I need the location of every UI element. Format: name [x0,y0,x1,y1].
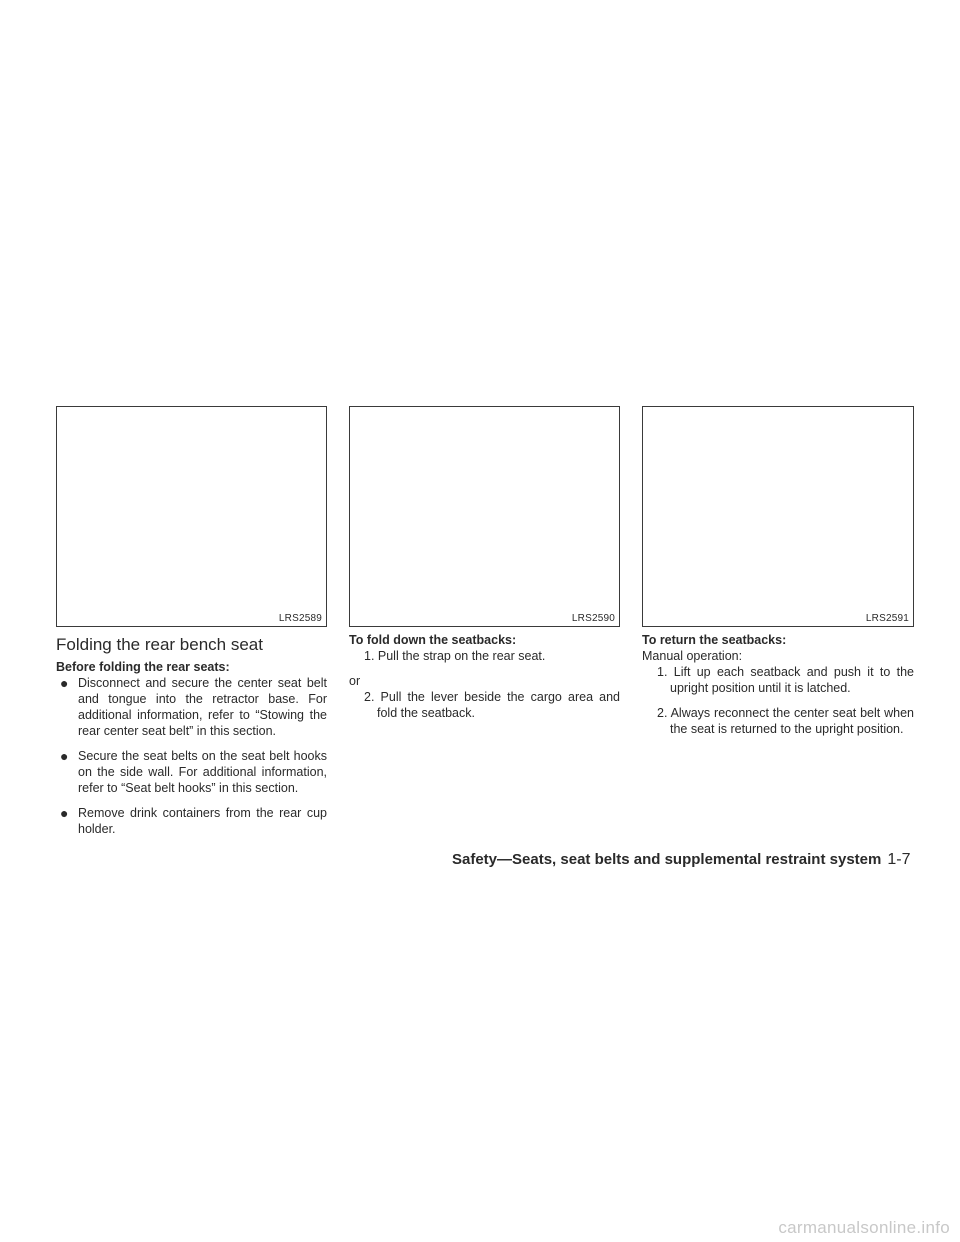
list-item: ● Disconnect and secure the center seat belt and tongue into the retractor base. For additional information, refer to “Stowing the rear center seat belt” in this section. [60,675,327,738]
column-left [56,634,327,846]
page-footer [452,851,914,869]
step-item: 2. Always reconnect the center seat belt when the seat is returned to the upright position. [657,706,914,736]
step-list [349,648,620,664]
manual-operation-label: Manual operation: [642,649,743,663]
watermark: carmanualsonline.info [778,1218,950,1237]
or-text: or [349,674,361,688]
bullet-list [56,675,327,837]
figure-1 [56,406,327,627]
figure-3 [642,406,914,627]
subheading-return: To return the seatbacks: [642,633,787,647]
section-heading: Folding the rear bench seat [56,635,263,654]
figure-code: LRS2591 [865,613,909,624]
page-number: 1-7 [887,851,911,868]
list-item: ● Secure the seat belts on the seat belt hooks on the side wall. For additional information, refer to “Seat belt hooks” in this section. [60,748,327,795]
step-item: 1. Pull the strap on the rear seat. [364,649,546,663]
column-right [642,632,914,746]
figure-code: LRS2589 [278,613,322,624]
step-item: 2. Pull the lever beside the cargo area and fold the seatback. [364,690,620,720]
figure-code: LRS2590 [571,613,615,624]
bullet-icon: ● [60,675,69,691]
list-item: ● Remove drink containers from the rear cup holder. [60,805,327,836]
footer-section-title: Safety—Seats, seat belts and supplemental restraint system [452,851,882,868]
subheading-fold-down: To fold down the seatbacks: [349,633,517,647]
column-middle [349,632,620,730]
step-list [349,689,620,721]
subheading-before-folding: Before folding the rear seats: [56,660,230,674]
step-list [642,664,914,737]
step-item: 1. Lift up each seatback and push it to the upright position until it is latched. [657,665,914,695]
figure-2 [349,406,620,627]
bullet-icon: ● [60,805,69,821]
bullet-icon: ● [60,748,69,764]
